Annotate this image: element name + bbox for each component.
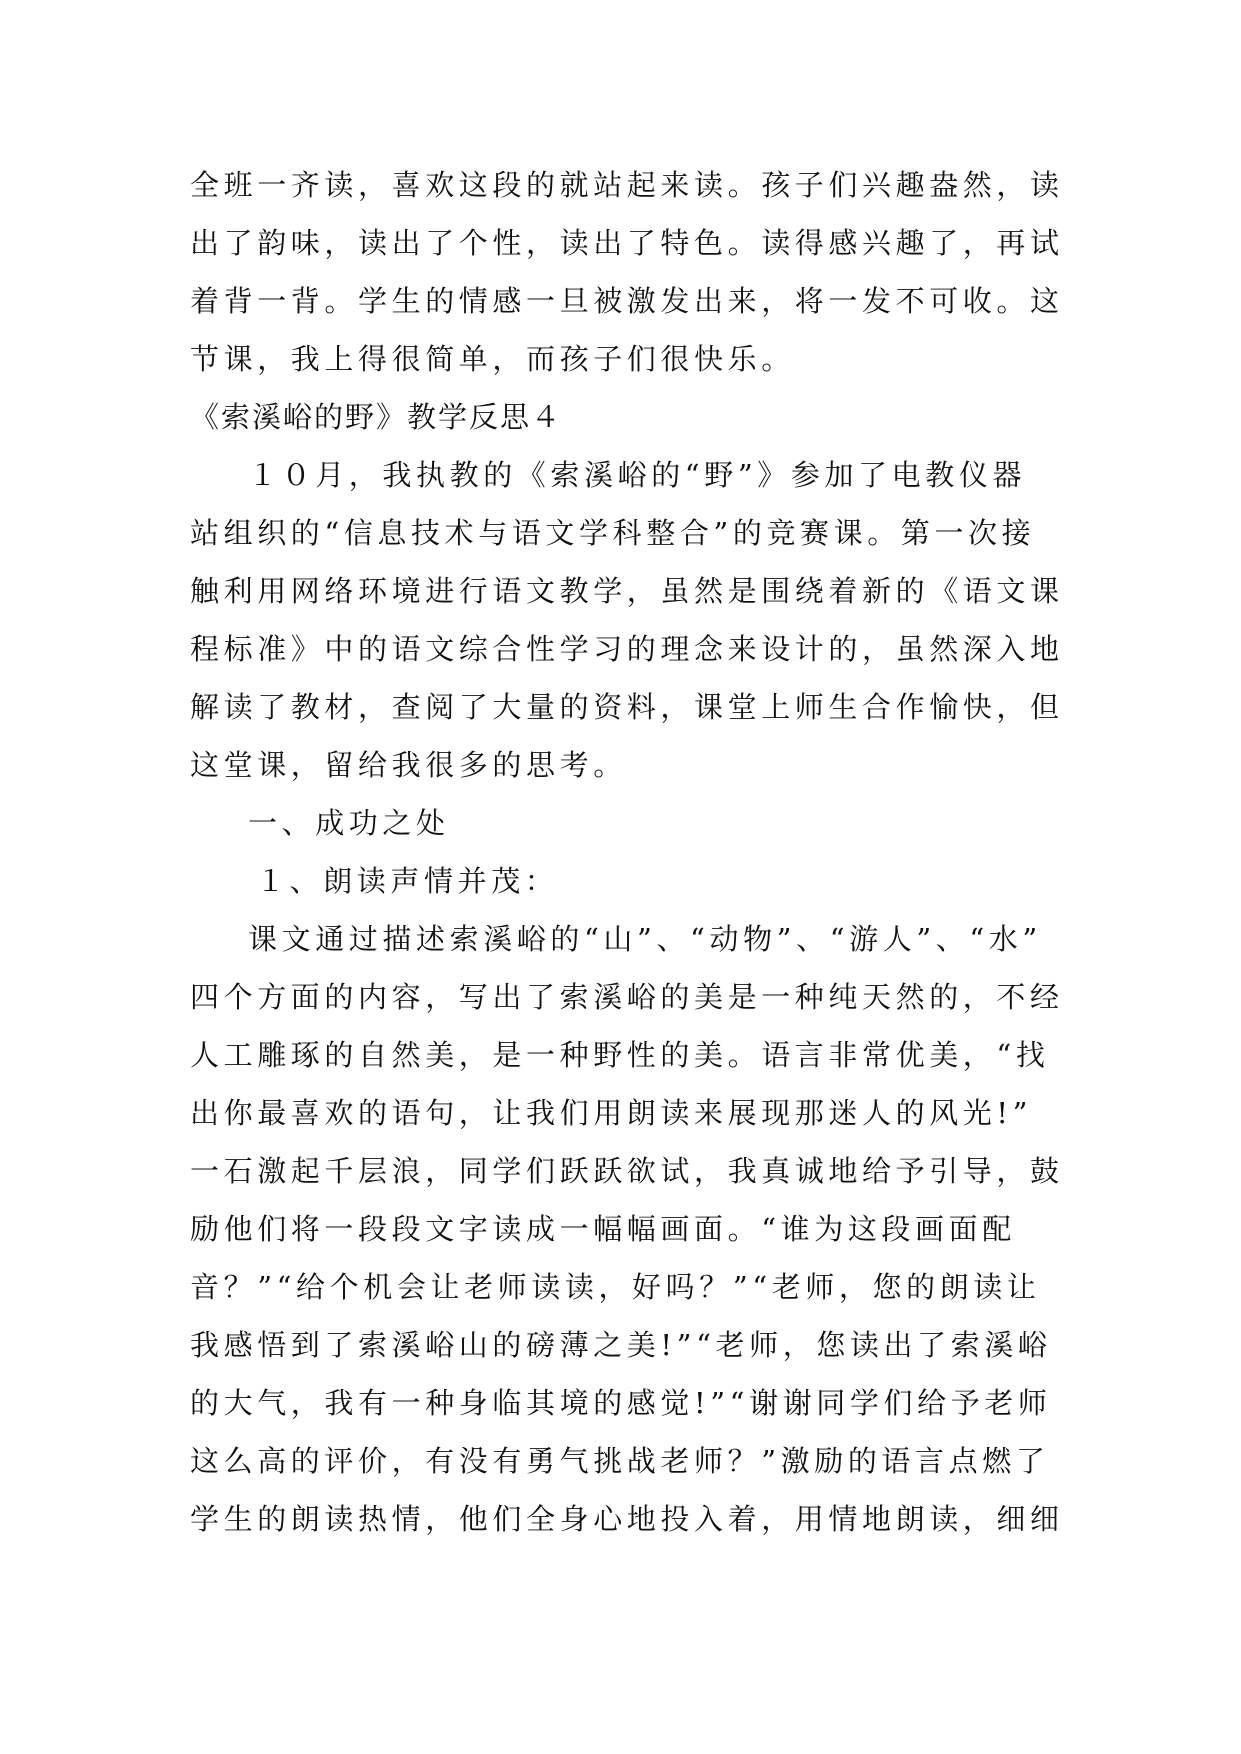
paragraph-line: 着背一背。学生的情感一旦被激发出来，将一发不可收。这 (190, 284, 1064, 318)
paragraph-line: １０月，我执教的《索溪峪的“野”》参加了电教仪器 (248, 458, 1027, 492)
paragraph-line: 学生的朗读热情，他们全身心地投入着，用情地朗读，细细 (190, 1502, 1064, 1536)
paragraph-line: 四个方面的内容，写出了索溪峪的美是一种纯天然的，不经 (190, 980, 1064, 1014)
paragraph-line: 的大气，我有一种身临其境的感觉!”“谢谢同学们给予老师 (190, 1386, 1052, 1420)
paragraph-line: 励他们将一段段文字读成一幅幅画面。“谁为这段画面配 (190, 1212, 1016, 1246)
paragraph-line: 解读了教材，查阅了大量的资料，课堂上师生合作愉快，但 (190, 690, 1064, 724)
paragraph-line: 音？”“给个机会让老师读读，好吗？”“老师，您的朗读让 (190, 1270, 1041, 1304)
paragraph-line: 人工雕琢的自然美，是一种野性的美。语言非常优美，“找 (190, 1038, 1050, 1072)
subheading: １、朗读声情并茂： (256, 864, 559, 898)
paragraph-line: 程标准》中的语文综合性学习的理念来设计的，虽然深入地 (190, 632, 1064, 666)
paragraph-line: 这堂课，留给我很多的思考。 (190, 748, 627, 782)
paragraph-line: 出你最喜欢的语句，让我们用朗读来展现那迷人的风光!” (190, 1096, 1033, 1130)
paragraph-line: 站组织的“信息技术与语文学科整合”的竞赛课。第一次接 (190, 516, 1036, 550)
paragraph-line: 全班一齐读，喜欢这段的就站起来读。孩子们兴趣盎然，读 (190, 168, 1064, 202)
paragraph-line: 出了韵味，读出了个性，读出了特色。读得感兴趣了，再试 (190, 226, 1064, 260)
document-body (190, 156, 1064, 1548)
paragraph-line: 一石激起千层浪，同学们跃跃欲试，我真诚地给予引导，鼓 (190, 1154, 1064, 1188)
paragraph-line: 这么高的评价，有没有勇气挑战老师？”激励的语言点燃了 (190, 1444, 1050, 1478)
section-title: 《索溪峪的野》教学反思４ (190, 400, 563, 434)
subheading: 一、成功之处 (248, 806, 450, 840)
paragraph-line: 我感悟到了索溪峪山的磅薄之美!”“老师，您读出了索溪峪 (190, 1328, 1052, 1362)
paragraph-line: 节课，我上得很简单，而孩子们很快乐。 (190, 342, 795, 376)
paragraph-line: 触利用网络环境进行语文教学，虽然是围绕着新的《语文课 (190, 574, 1064, 608)
paragraph-line: 课文通过描述索溪峪的“山”、“动物”、“游人”、“水” (248, 922, 1042, 956)
